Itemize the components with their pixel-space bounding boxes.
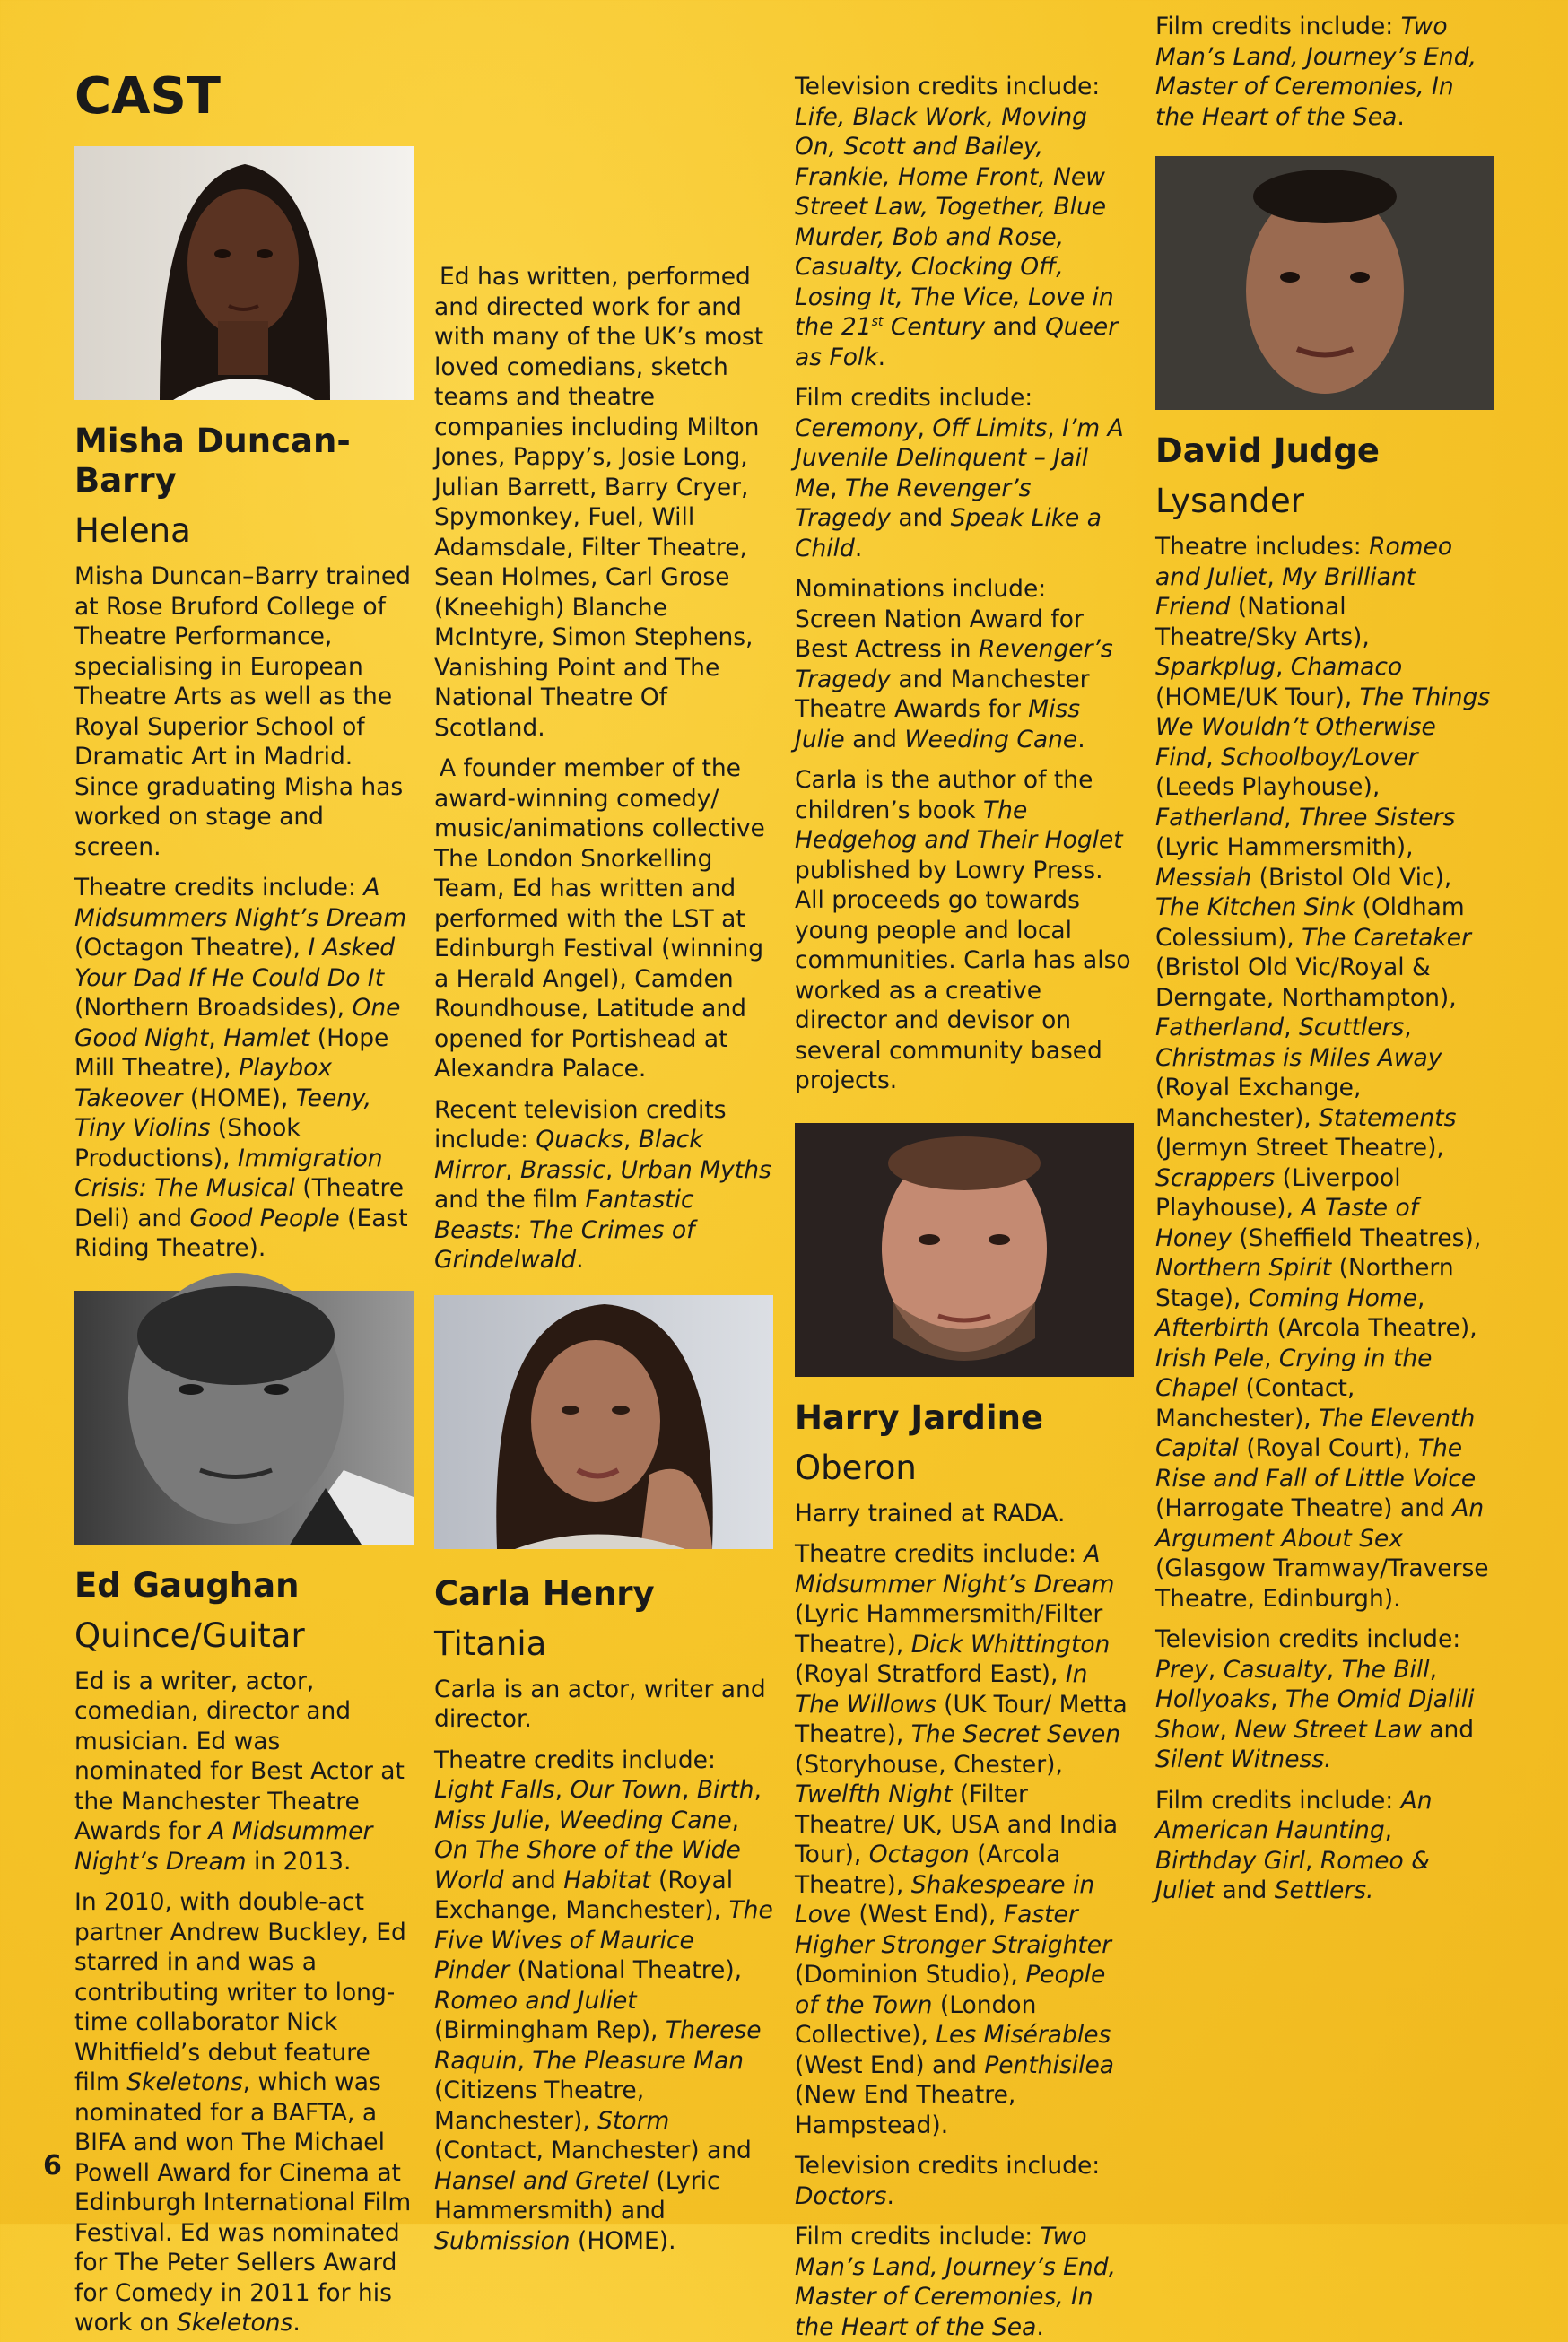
author-carla: Carla is the author of the children’s book The Hedgehog and Their Hoglet published by Lowry Press. All proceeds go towards young people and local communities. Carla has also worked as a creative director and devisor on several community based projects.	[795, 766, 1131, 1094]
page-number: 6	[43, 2150, 62, 2181]
credits-carla-tv: Television credits include: Life, Black Work, Moving On, Scott and Bailey, Frankie, Home Front, New Street Law, Together, Blue Murder, Bob and Rose, Casualty, Clocking Off, Losing It, The Vice, Love in the 21st Century and Queer as Folk.	[795, 73, 1119, 371]
credits-harry-film-continued-text: Film credits include: Two Man’s Land, Journey’s End, Master of Ceremonies, In the Heart of the Sea.	[1155, 13, 1477, 131]
bio-ed-3: Ed has written, performed and directed work for and with many of the UK’s most loved comedians, sketch teams and theatre companies including Milton Jones, Pappy’s, Josie Long, Julian Barrett, Barry Cryer, Spymonkey, Fuel, Will Adamsdale, Filter Theatre, Sean Holmes, Carl Grose (Kneehigh) Blanche McIntyre, Simon Stephens, Vanishing Point and The National Theatre Of Scotland.	[434, 263, 764, 742]
cast-name-david: David Judge	[1155, 431, 1381, 470]
cast-name-harry: Harry Jardine	[795, 1397, 1044, 1437]
portrait-harry-jardine	[795, 1123, 1134, 1377]
credits-carla-theatre: Theatre credits include: Light Falls, Our Town, Birth, Miss Julie, Weeding Cane, On The Shore of the Wide World and Habitat (Royal Exchange, Manchester), The Five Wives of Maurice Pinder (National Theatre), Romeo and Juliet (Birmingham Rep), Therese Raquin, The Pleasure Man (Citizens Theatre, Manchester), Storm (Contact, Manchester) and Hansel and Gretel (Lyric Hammersmith) and Submission (HOME).	[434, 1746, 773, 2255]
page-title: CAST	[74, 67, 221, 126]
bio-ed-4: A founder member of the award-winning comedy/ music/animations collective The London Snorkelling Team, Ed has written and performed with the LST at Edinburgh Festival (winning a Herald Angel), Camden Roundhouse, Latitude and opened for Portishead at Alexandra Palace.	[434, 754, 765, 1083]
cast-role-misha: Helena	[74, 511, 191, 550]
cast-name-carla: Carla Henry	[434, 1573, 655, 1613]
column-4	[1155, 13, 1494, 1917]
cast-name-misha: Misha Duncan- Barry	[74, 422, 351, 500]
bio-misha: Misha Duncan–Barry trained at Rose Bruford College of Theatre Performance, specialising in European Theatre Arts as well as the Royal Superior School of Dramatic Art in Madrid. Since graduating Misha has worked on stage and screen.	[74, 562, 411, 861]
column-2	[434, 72, 773, 2267]
credits-david-theatre: Theatre includes: Romeo and Juliet, My Brilliant Friend (National Theatre/Sky Arts), Sparkplug, Chamaco (HOME/UK Tour), The Things We Wouldn’t Otherwise Find, Schoolboy/Lover (Leeds Playhouse), Fatherland, Three Sisters (Lyric Hammersmith), Messiah (Bristol Old Vic), The Kitchen Sink (Oldham Colessium), The Caretaker (Bristol Old Vic/Royal & Derngate, Northampton), Fatherland, Scuttlers, Christmas is Miles Away (Royal Exchange, Manchester), Statements (Jermyn Street Theatre), Scrappers (Liverpool Playhouse), A Taste of Honey (Sheffield Theatres), Northern Spirit (Northern Stage), Coming Home, Afterbirth (Arcola Theatre), Irish Pele, Crying in the Chapel (Contact, Manchester), The Eleventh Capital (Royal Court), The Rise and Fall of Little Voice (Harrogate Theatre) and An Argument About Sex (Glasgow Tramway/Traverse Theatre, Edinburgh).	[1155, 533, 1491, 1613]
credits-ed-tv: Recent television credits include: Quacks, Black Mirror, Brassic, Urban Myths and the film Fantastic Beasts: The Crimes of Grindelwald.	[434, 1095, 771, 1274]
cast-role-harry: Oberon	[795, 1448, 917, 1487]
nominations-carla: Nominations include: Screen Nation Award for Best Actress in Revenger’s Tragedy and Manchester Theatre Awards for Miss Julie and Weeding Cane.	[795, 575, 1113, 753]
credits-misha-theatre: Theatre credits include: A Midsummers Night’s Dream (Octagon Theatre), I Asked Your Dad If He Could Do It (Northern Broadsides), One Good Night, Hamlet (Hope Mill Theatre), Playbox Takeover (HOME), Teeny, Tiny Violins (Shook Productions), Immigration Crisis: The Musical (Theatre Deli) and Good People (East Riding Theatre).	[74, 874, 408, 1262]
bio-carla: Carla is an actor, writer and director.	[434, 1675, 766, 1733]
bio-ed-1: Ed is a writer, actor, comedian, director and musician. Ed was nominated for Best Actor at the Manchester Theatre Awards for A Midsummer Night’s Dream in 2013.	[74, 1667, 405, 1876]
bio-harry: Harry trained at RADA.	[795, 1499, 1066, 1528]
portrait-misha-duncan-barry	[74, 146, 414, 400]
credits-harry-film-window	[795, 2222, 1134, 2341]
credits-harry-film: Film credits include: Two Man’s Land, Journey’s End, Master of Ceremonies, In the Heart of the Sea.	[795, 2223, 1116, 2341]
credits-david-tv: Television credits include: Prey, Casualty, The Bill, Hollyoaks, The Omid Djalili Show, New Street Law and Silent Witness.	[1155, 1625, 1475, 1773]
credits-david-film: Film credits include: An American Haunting, Birthday Girl, Romeo & Juliet and Settlers.	[1155, 1786, 1433, 1904]
credits-carla-film: Film credits include: Ceremony, Off Limits, I’m A Juvenile Delinquent – Jail Me, The Revenger’s Tragedy and Speak Like a Child.	[795, 384, 1124, 562]
credits-harry-theatre: Theatre credits include: A Midsummer Night’s Dream (Lyric Hammersmith/Filter Theatre), Dick Whittington (Royal Stratford East), In The Willows (UK Tour/ Metta Theatre), The Secret Seven (Storyhouse, Chester), Twelfth Night (Filter Theatre/ UK, USA and India Tour), Octagon (Arcola Theatre), Shakespeare in Love (West End), Faster Higher Stronger Straighter (Dominion Studio), People of the Town (London Collective), Les Misérables (West End) and Penthisilea (New End Theatre, Hampstead).	[795, 1540, 1128, 2139]
portrait-ed-gaughan	[74, 1291, 414, 1545]
column-3	[795, 72, 1134, 2341]
cast-role-carla: Titania	[434, 1624, 547, 1663]
portrait-david-judge	[1155, 156, 1494, 410]
cast-name-ed: Ed Gaughan	[74, 1565, 300, 1605]
portrait-carla-henry	[434, 1295, 773, 1549]
credits-harry-film-continued	[1155, 13, 1494, 132]
column-1	[74, 146, 414, 2338]
bio-ed-2: In 2010, with double-act partner Andrew Buckley, Ed starred in and was a contributing writer to long-time collaborator Nick Whitfield’s debut feature film Skeletons, which was nominated for a BAFTA, a BIFA and won The Michael Powell Award for Cinema at Edinburgh International Film Festival. Ed was nominated for The Peter Sellers Award for Comedy in 2011 for his work on Skeletons.	[74, 1888, 412, 2337]
cast-role-ed: Quince/Guitar	[74, 1615, 305, 1655]
cast-role-david: Lysander	[1155, 482, 1304, 520]
bio-ed-2-continued	[434, 72, 773, 251]
credits-harry-tv: Television credits include: Doctors.	[795, 2152, 1101, 2210]
